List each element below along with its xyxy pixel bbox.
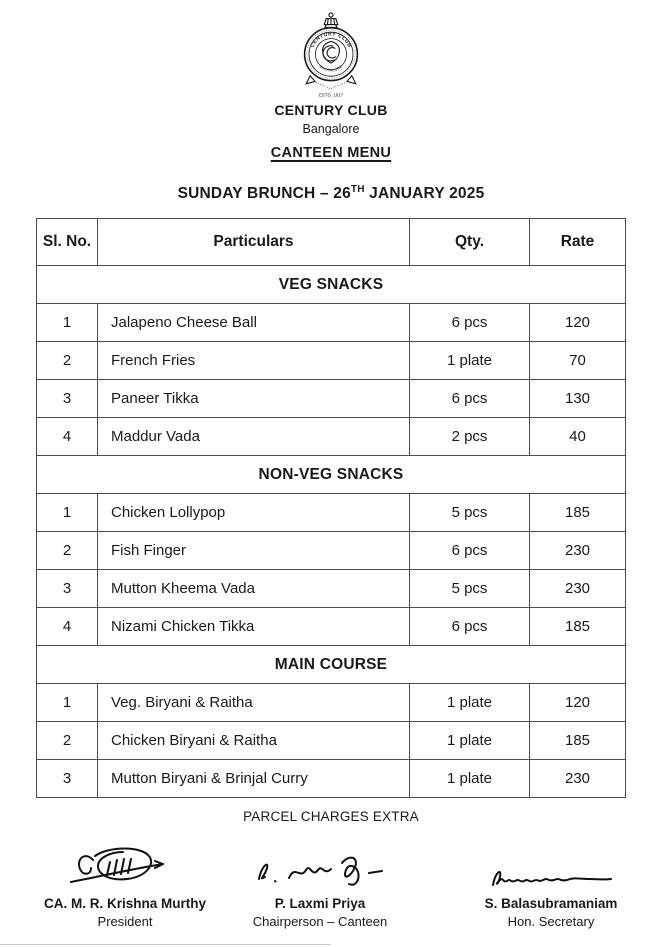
cell-rate: 120 — [530, 684, 626, 722]
cell-sl-no: 3 — [37, 380, 98, 418]
event-title-superscript: TH — [350, 183, 365, 195]
cell-sl-no: 1 — [37, 304, 98, 342]
cell-qty: 1 plate — [410, 722, 530, 760]
signatory-name: S. Balasubramaniam — [484, 896, 618, 911]
menu-row — [37, 532, 626, 570]
column-header: Particulars — [98, 219, 410, 266]
column-header: Rate — [530, 219, 626, 266]
club-crest — [0, 11, 662, 99]
menu-row — [37, 342, 626, 380]
menu-row — [37, 304, 626, 342]
cell-sl-no: 4 — [37, 608, 98, 646]
cell-particulars: Veg. Biryani & Raitha — [98, 684, 410, 722]
signatory-secretary — [441, 844, 661, 929]
signature-laxmi-priya-icon — [210, 844, 430, 894]
cell-particulars: Mutton Kheema Vada — [98, 570, 410, 608]
parcel-charges-note: PARCEL CHARGES EXTRA — [243, 809, 419, 824]
cell-rate: 230 — [530, 570, 626, 608]
signatory-title: Chairperson – Canteen — [252, 914, 388, 929]
event-title-suffix: JANUARY 2025 — [364, 185, 485, 202]
cell-rate: 185 — [530, 722, 626, 760]
column-header: Sl. No. — [37, 219, 98, 266]
table-header-row — [37, 219, 626, 266]
club-name: CENTURY CLUB — [274, 102, 388, 118]
cell-particulars: Paneer Tikka — [98, 380, 410, 418]
cell-rate: 40 — [530, 418, 626, 456]
section-row — [37, 646, 626, 684]
section-title: NON-VEG SNACKS — [37, 456, 626, 494]
cell-particulars: Jalapeno Cheese Ball — [98, 304, 410, 342]
cell-rate: 185 — [530, 494, 626, 532]
cell-rate: 230 — [530, 532, 626, 570]
signatory-title: President — [97, 914, 153, 929]
section-row — [37, 266, 626, 304]
cell-particulars: Maddur Vada — [98, 418, 410, 456]
cell-sl-no: 2 — [37, 342, 98, 380]
cell-qty: 5 pcs — [410, 494, 530, 532]
signatory-president — [15, 844, 235, 929]
cell-rate: 120 — [530, 304, 626, 342]
cell-qty: 2 pcs — [410, 418, 530, 456]
crest-ring-top-text: CENTURY CLUB — [309, 31, 353, 49]
cell-rate: 185 — [530, 608, 626, 646]
menu-row — [37, 722, 626, 760]
signature-krishna-murthy-icon — [15, 844, 235, 894]
cell-sl-no: 3 — [37, 760, 98, 798]
menu-row — [37, 570, 626, 608]
document-title: CANTEEN MENU — [270, 145, 392, 161]
event-title — [0, 185, 662, 203]
page-bottom-divider — [0, 944, 331, 945]
cell-sl-no: 1 — [37, 494, 98, 532]
cell-particulars: Fish Finger — [98, 532, 410, 570]
cell-rate: 70 — [530, 342, 626, 380]
cell-sl-no: 1 — [37, 684, 98, 722]
event-title-prefix: SUNDAY BRUNCH – 26 — [177, 185, 351, 202]
menu-table-body — [37, 266, 626, 798]
menu-row — [37, 760, 626, 798]
cell-sl-no: 2 — [37, 722, 98, 760]
cell-sl-no: 4 — [37, 418, 98, 456]
svg-text:BANGALORE — [319, 64, 344, 72]
cell-rate: 130 — [530, 380, 626, 418]
signatory-title: Hon. Secretary — [507, 914, 595, 929]
cell-qty: 5 pcs — [410, 570, 530, 608]
menu-row — [37, 418, 626, 456]
cell-particulars: Nizami Chicken Tikka — [98, 608, 410, 646]
cell-qty: 1 plate — [410, 342, 530, 380]
menu-row — [37, 494, 626, 532]
cell-sl-no: 2 — [37, 532, 98, 570]
signatory-name: CA. M. R. Krishna Murthy — [43, 896, 206, 911]
document-header — [0, 11, 662, 203]
cell-rate: 230 — [530, 760, 626, 798]
section-title: VEG SNACKS — [37, 266, 626, 304]
signatory-name: P. Laxmi Priya — [274, 896, 366, 911]
crest-ring-bottom-text: BANGALORE — [318, 64, 344, 73]
signature-balasubramaniam-icon — [441, 844, 661, 894]
column-header: Qty. — [410, 219, 530, 266]
cell-qty: 6 pcs — [410, 380, 530, 418]
menu-table — [36, 218, 626, 798]
crest-estd-text: ESTD. 1917 — [318, 92, 344, 98]
cell-particulars: Mutton Biryani & Brinjal Curry — [98, 760, 410, 798]
club-city: Bangalore — [302, 122, 360, 136]
cell-qty: 6 pcs — [410, 532, 530, 570]
cell-particulars: Chicken Lollypop — [98, 494, 410, 532]
cell-sl-no: 3 — [37, 570, 98, 608]
menu-row — [37, 608, 626, 646]
cell-qty: 1 plate — [410, 684, 530, 722]
section-title: MAIN COURSE — [37, 646, 626, 684]
cell-qty: 6 pcs — [410, 304, 530, 342]
cell-particulars: Chicken Biryani & Raitha — [98, 722, 410, 760]
section-row — [37, 456, 626, 494]
signatory-chairperson — [210, 844, 430, 929]
cell-particulars: French Fries — [98, 342, 410, 380]
cell-qty: 6 pcs — [410, 608, 530, 646]
cell-qty: 1 plate — [410, 760, 530, 798]
menu-row — [37, 684, 626, 722]
century-club-crest-icon — [291, 11, 371, 99]
signature-section — [0, 844, 662, 934]
menu-row — [37, 380, 626, 418]
